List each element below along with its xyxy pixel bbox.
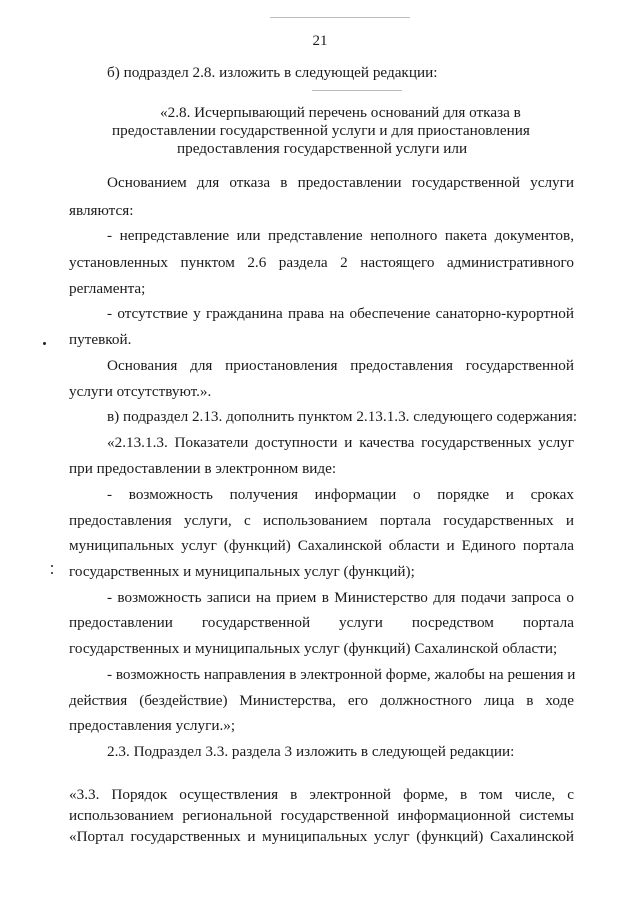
scan-mark (51, 565, 53, 567)
text-line-21: - возможность записи на прием в Министерство для подачи запроса о (107, 589, 574, 606)
text-line-14: в) подраздел 2.13. дополнить пунктом 2.13.1.3. следующего содержания: (107, 408, 578, 425)
text-line-1: б) подраздел 2.8. изложить в следующей редакции: (107, 64, 438, 81)
text-line-16: при предоставлении в электронном виде: (69, 460, 337, 477)
text-line-30: «Портал государственных и муниципальных услуг (функций) Сахалинской (69, 828, 574, 845)
text-line-17: - возможность получения информации о порядке и сроках (107, 486, 574, 503)
text-line-22: предоставлении государственной услуги посредством портала (69, 614, 574, 631)
scan-mark (43, 342, 46, 345)
text-line-6: являются: (69, 202, 134, 219)
text-line-5: Основанием для отказа в предоставлении государственной услуги (107, 174, 574, 191)
text-line-8: установленных пунктом 2.6 раздела 2 настоящего административного (69, 254, 574, 271)
text-line-9: регламента; (69, 280, 146, 297)
text-line-4: предоставления государственной услуги или (177, 140, 468, 157)
text-line-24: - возможность направления в электронной форме, жалобы на решения и (107, 666, 576, 683)
text-line-28: «3.3. Порядок осуществления в электронной форме, в том числе, с (69, 786, 574, 803)
text-line-2: «2.8. Исчерпывающий перечень оснований для отказа в (160, 104, 521, 121)
scan-artifact (270, 17, 410, 18)
scan-mark (51, 572, 53, 574)
text-line-29: использованием региональной государственной информационной системы (69, 807, 574, 824)
text-line-18: предоставления услуги, с использованием портала государственных и (69, 512, 574, 529)
text-line-10: - отсутствие у гражданина права на обеспечение санаторно-курортной (107, 305, 574, 322)
text-line-20: государственных и муниципальных услуг (функций); (69, 563, 415, 580)
text-line-25: действия (бездействие) Министерства, его должностного лица в ходе (69, 692, 574, 709)
page-number: 21 (312, 33, 328, 49)
text-line-15: «2.13.1.3. Показатели доступности и качества государственных услуг (107, 434, 574, 451)
text-line-12: Основания для приостановления предоставления государственной (107, 357, 574, 374)
scan-artifact (312, 90, 402, 91)
text-line-13: услуги отсутствуют.». (69, 383, 212, 400)
text-line-23: государственных и муниципальных услуг (функций) Сахалинской области; (69, 640, 558, 657)
text-line-27: 2.3. Подраздел 3.3. раздела 3 изложить в следующей редакции: (107, 743, 515, 760)
text-line-7: - непредставление или представление неполного пакета документов, (107, 227, 574, 244)
text-line-26: предоставления услуги.»; (69, 717, 236, 734)
text-line-19: муниципальных услуг (функций) Сахалинской области и Единого портала (69, 537, 574, 554)
text-line-11: путевкой. (69, 331, 132, 348)
text-line-3: предоставлении государственной услуги и для приостановления (112, 122, 530, 139)
